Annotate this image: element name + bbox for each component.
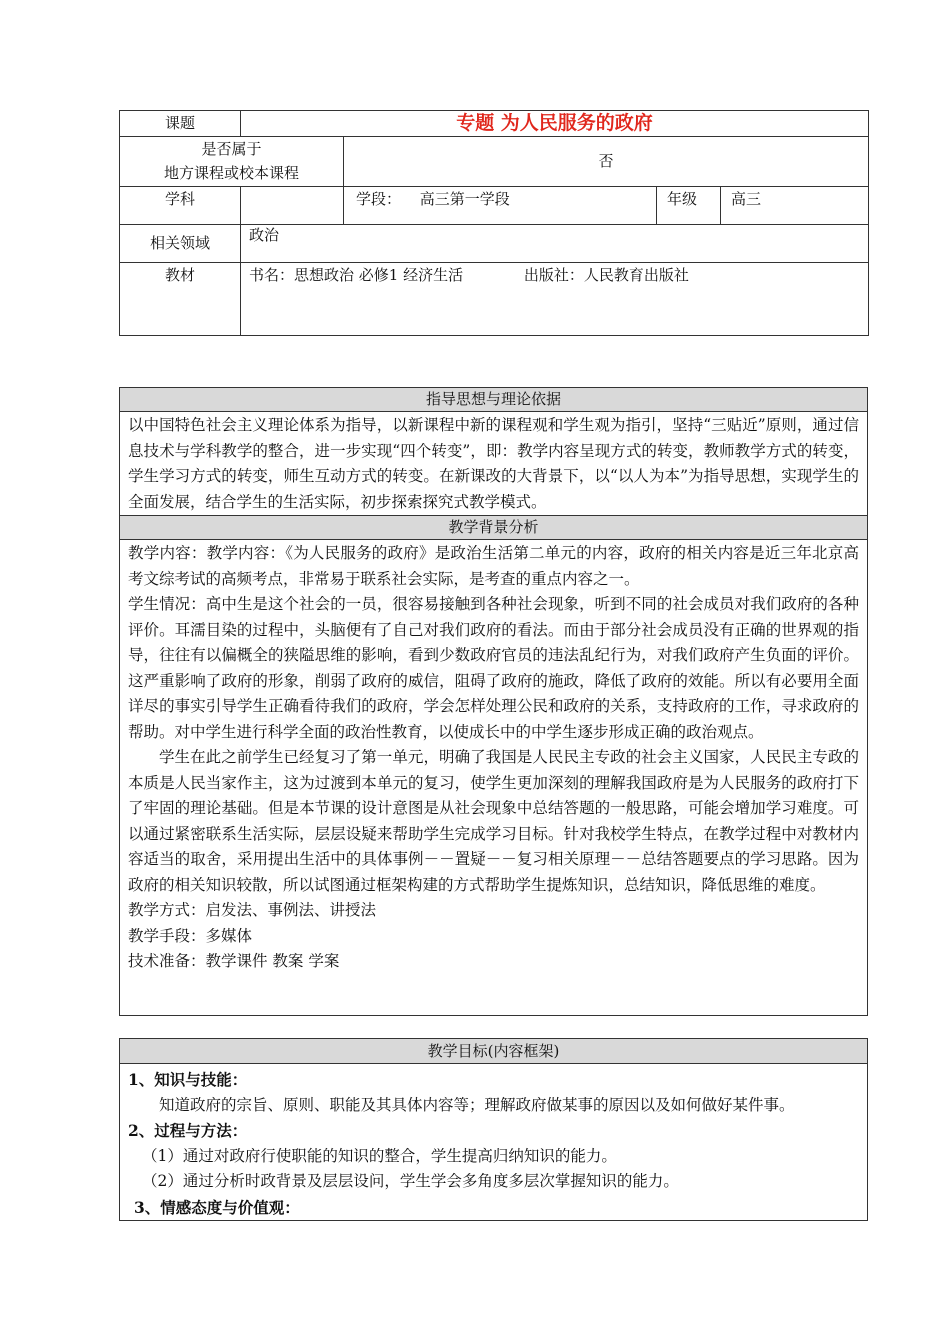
subject-label: 学科 [120, 187, 241, 225]
textbook-label: 教材 [120, 263, 241, 336]
process-item-2: （2）通过分析时政背景及层层设问，学生学会多角度多层次掌握知识的能力。 [142, 1172, 679, 1190]
local-label-line2: 地方课程或校本课程 [163, 164, 299, 182]
book-label: 书名： [249, 266, 295, 284]
guiding-background-table [119, 387, 868, 1016]
emotion-title: 3、情感态度与价值观： [134, 1197, 300, 1217]
local-course-value: 否 [344, 137, 869, 187]
local-label-line1: 是否属于 [201, 140, 262, 158]
stage-label: 学段： [356, 190, 402, 208]
stage-cell [344, 187, 657, 225]
topic-title: 专题 为人民服务的政府 [241, 111, 869, 137]
methods-line: 教学方式：启发法、事例法、讲授法 [128, 901, 377, 919]
guiding-header: 指导思想与理论依据 [120, 388, 868, 412]
guiding-text [120, 412, 868, 516]
process-item-1: （1）通过对政府行使职能的知识的整合，学生提高归纳知识的能力。 [142, 1146, 617, 1165]
local-course-label [120, 137, 344, 187]
process-title: 2、过程与方法： [128, 1121, 248, 1140]
topic-label: 课题 [120, 111, 241, 137]
students-paragraph: 学生情况：高中生是这个社会的一员，很容易接触到各种社会现象，听到不同的社会成员对我们政府的各种评价。耳濡目染的过程中，头脑便有了自己对我们政府的看法。而由于部分社会成员没有正确的世界观的指导，往往有以偏概全的狭隘思维的影响，看到少数政府官员的违法乱纪行为，对我们政府产生负面的评价。这严重影响了政府的形象，削弱了政府的威信，阻碍了政府的施政，降低了政府的效能。所以有必要用全面详尽的事实引导学生正确看待我们的政府，学会怎样处理公民和政府的关系，支持政府的工作，寻求政府的帮助。对中学生进行科学全面的政治性教育，以使成长中的中学生逐步形成正确的政治观点。 [128, 595, 859, 741]
content-paragraph: 教学内容：教学内容：《为人民服务的政府》是政治生活第二单元的内容，政府的相关内容是近三年北京高考文综考试的高频考点，非常易于联系社会实际，是考查的重点内容之一。 [128, 544, 859, 588]
objectives-header: 教学目标(内容框架) [120, 1039, 868, 1064]
course-info-table [119, 110, 869, 336]
subject-value [241, 187, 344, 225]
means-line: 教学手段：多媒体 [128, 926, 253, 945]
review-paragraph: 学生在此之前学生已经复习了第一单元，明确了我国是人民民主专政的社会主义国家，人民民主专政的本质是人民当家作主，这为过渡到本单元的复习，使学生更加深刻的理解我国政府是为人民服务的政府打下了牢固的理论基础。但是本节课的设计意图是从社会现象中总结答题的一般思路，可能会增加学习难度。可以通过紧密联系生活实际，层层设疑来帮助学生完成学习目标。针对我校学生特点，在教学过程中对教材内容适当的取舍，采用提出生活中的具体事例－－置疑－－复习相关原理－－总结答题要点的学习思路。因为政府的相关知识较散，所以试图通过框架构建的方式帮助学生提炼知识，总结知识，降低思维的难度。 [128, 748, 859, 894]
tech-line: 技术准备：教学课件 教案 学案 [128, 952, 340, 970]
background-text [120, 540, 868, 1016]
knowledge-text: 知道政府的宗旨、原则、职能及其具体内容等；理解政府做某事的原因以及如何做好某件事。 [159, 1095, 795, 1114]
grade-value: 高三 [721, 187, 869, 225]
textbook-value [241, 263, 869, 336]
background-header: 教学背景分析 [120, 516, 868, 540]
publisher-value: 人民教育出版社 [583, 266, 689, 284]
knowledge-title: 1、知识与技能： [128, 1070, 248, 1089]
objectives-body [120, 1064, 868, 1221]
guiding-paragraph: 以中国特色社会主义理论体系为指导，以新课程中新的课程观和学生观为指引，坚持“三贴近”原则，通过信息技术与学科教学的整合，进一步实现“四个转变”，即：教学内容呈现方式的转变，教师教学方式的转变，学生学习方式的转变，师生互动方式的转变。在新课改的大背景下，以“以人为本”为指导思想，实现学生的全面发展，结合学生的生活实际，初步探索探究式教学模式。 [128, 416, 859, 511]
publisher-label: 出版社： [523, 266, 584, 284]
book-value: 思想政治 必修1 经济生活 [294, 266, 464, 284]
objectives-table [119, 1038, 868, 1221]
field-value: 政治 [241, 225, 869, 263]
stage-value: 高三第一学段 [419, 190, 510, 208]
grade-label: 年级 [657, 187, 721, 225]
field-label: 相关领域 [120, 225, 241, 263]
